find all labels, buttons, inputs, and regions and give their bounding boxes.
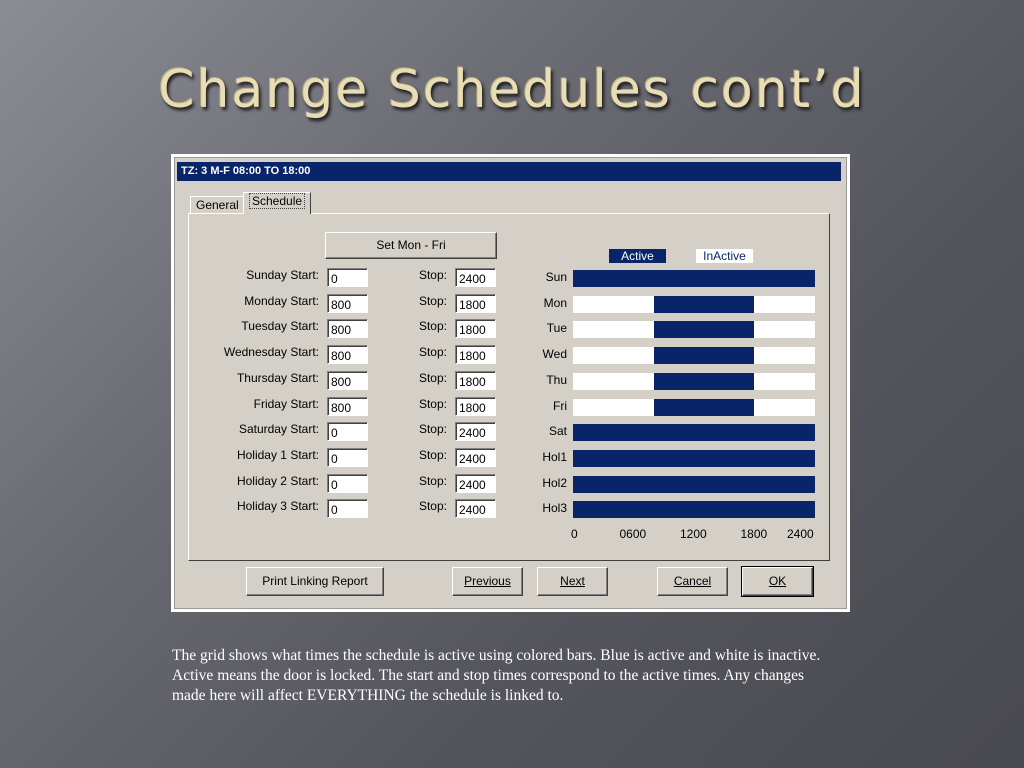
stop-time-input[interactable]: 1800: [455, 345, 496, 364]
start-label: Holiday 1 Start:: [236, 447, 319, 462]
tab-schedule-label: Schedule: [249, 193, 305, 209]
legend-active: Active: [609, 249, 666, 263]
schedule-row-bar: [573, 424, 815, 441]
schedule-row-bar: [573, 270, 815, 287]
start-time-input[interactable]: 0: [327, 422, 368, 441]
stop-label: Stop:: [418, 447, 447, 462]
start-label: Monday Start:: [244, 293, 319, 308]
active-segment: [654, 321, 755, 338]
schedule-row-bar: [573, 399, 815, 416]
stop-time-input[interactable]: 1800: [455, 371, 496, 390]
dialog-title-bar: TZ: 3 M-F 08:00 TO 18:00: [177, 162, 841, 181]
stop-label: Stop:: [418, 422, 447, 437]
axis-tick-label: 2400: [787, 527, 814, 541]
day-label: Sat: [548, 424, 567, 439]
screenshot-frame: [171, 154, 850, 612]
axis-tick-label: 0600: [619, 527, 647, 541]
day-label: Wed: [542, 347, 567, 362]
day-label: Sun: [545, 270, 567, 284]
start-time-input[interactable]: 0: [327, 268, 368, 287]
active-segment: [573, 501, 815, 518]
start-label: Holiday 2 Start:: [236, 473, 319, 488]
start-time-input[interactable]: 0: [327, 474, 368, 493]
start-label: Tuesday Start:: [241, 319, 319, 334]
start-time-input[interactable]: 800: [327, 371, 368, 390]
previous-button[interactable]: [452, 567, 523, 596]
stop-label: Stop:: [418, 319, 447, 334]
start-time-input[interactable]: 800: [327, 345, 368, 364]
start-time-input[interactable]: 800: [327, 294, 368, 313]
start-label: Sunday Start:: [246, 268, 319, 282]
schedule-grid: [542, 270, 815, 541]
axis-tick-label: 1800: [740, 527, 768, 541]
stop-time-input[interactable]: 1800: [455, 397, 496, 416]
day-label: Fri: [553, 398, 567, 413]
schedule-row-bar: [573, 476, 815, 493]
schedule-row-bar: [573, 373, 815, 390]
schedule-row-bar: [573, 321, 815, 338]
stop-label: Stop:: [418, 370, 447, 385]
stop-time-input[interactable]: 2400: [455, 268, 496, 287]
slide-caption: The grid shows what times the schedule is active using colored bars. Blue is active and white is inactive. Active means the door is locked. The start and stop times correspond to the active times. Any changes made here will affect EVERYTHING the schedule is linked to.: [172, 647, 821, 704]
start-time-input[interactable]: 0: [327, 448, 368, 467]
stop-time-input[interactable]: 1800: [455, 294, 496, 313]
ok-button[interactable]: [742, 567, 813, 596]
ok-button-label: OK: [768, 574, 787, 588]
axis-tick-label: 0: [571, 527, 578, 541]
next-button-label: Next: [560, 574, 585, 588]
set-mon-fri-button[interactable]: Set Mon - Fri: [325, 232, 497, 259]
print-linking-report-button[interactable]: Print Linking Report: [246, 567, 384, 596]
start-label: Wednesday Start:: [223, 345, 319, 360]
previous-button-label: Previous: [464, 574, 511, 588]
stop-label: Stop:: [418, 268, 447, 282]
day-label: Mon: [543, 295, 567, 310]
start-time-input[interactable]: 800: [327, 397, 368, 416]
cancel-button-label: Cancel: [673, 574, 712, 588]
stop-time-input[interactable]: 2400: [455, 499, 496, 518]
stop-label: Stop:: [418, 396, 447, 411]
start-time-input[interactable]: 0: [327, 499, 368, 518]
start-label: Thursday Start:: [236, 370, 319, 385]
start-label: Saturday Start:: [238, 422, 319, 437]
day-label: Tue: [546, 321, 567, 336]
active-segment: [654, 296, 755, 313]
stop-time-input[interactable]: 2400: [455, 422, 496, 441]
schedule-row-bar: [573, 296, 815, 313]
active-segment: [573, 476, 815, 493]
tab-general[interactable]: General: [190, 196, 245, 214]
active-segment: [654, 399, 755, 416]
day-label: Thu: [546, 372, 567, 387]
schedule-row-bar: [573, 450, 815, 467]
active-segment: [654, 347, 755, 364]
legend-inactive: InActive: [696, 249, 753, 263]
start-label: Holiday 3 Start:: [236, 499, 319, 514]
stop-label: Stop:: [418, 293, 447, 308]
tab-schedule[interactable]: [243, 192, 311, 214]
stop-label: Stop:: [418, 473, 447, 488]
stop-time-input[interactable]: 2400: [455, 474, 496, 493]
schedule-row-bar: [573, 347, 815, 364]
schedule-dialog: [174, 157, 847, 609]
start-label: Friday Start:: [253, 396, 319, 411]
active-segment: [654, 373, 755, 390]
active-segment: [573, 270, 815, 287]
stop-time-input[interactable]: 2400: [455, 448, 496, 467]
day-label: Hol2: [542, 475, 567, 490]
day-label: Hol3: [542, 501, 567, 516]
schedule-row-bar: [573, 501, 815, 518]
active-segment: [573, 450, 815, 467]
stop-time-input[interactable]: 1800: [455, 319, 496, 338]
slide-title: Change Schedules cont’d: [158, 60, 866, 120]
day-label: Hol1: [542, 449, 567, 464]
start-time-input[interactable]: 800: [327, 319, 368, 338]
axis-tick-label: 1200: [680, 527, 707, 541]
active-segment: [573, 424, 815, 441]
cancel-button[interactable]: [657, 567, 728, 596]
next-button[interactable]: [537, 567, 608, 596]
stop-label: Stop:: [418, 345, 447, 360]
stop-label: Stop:: [418, 499, 447, 514]
